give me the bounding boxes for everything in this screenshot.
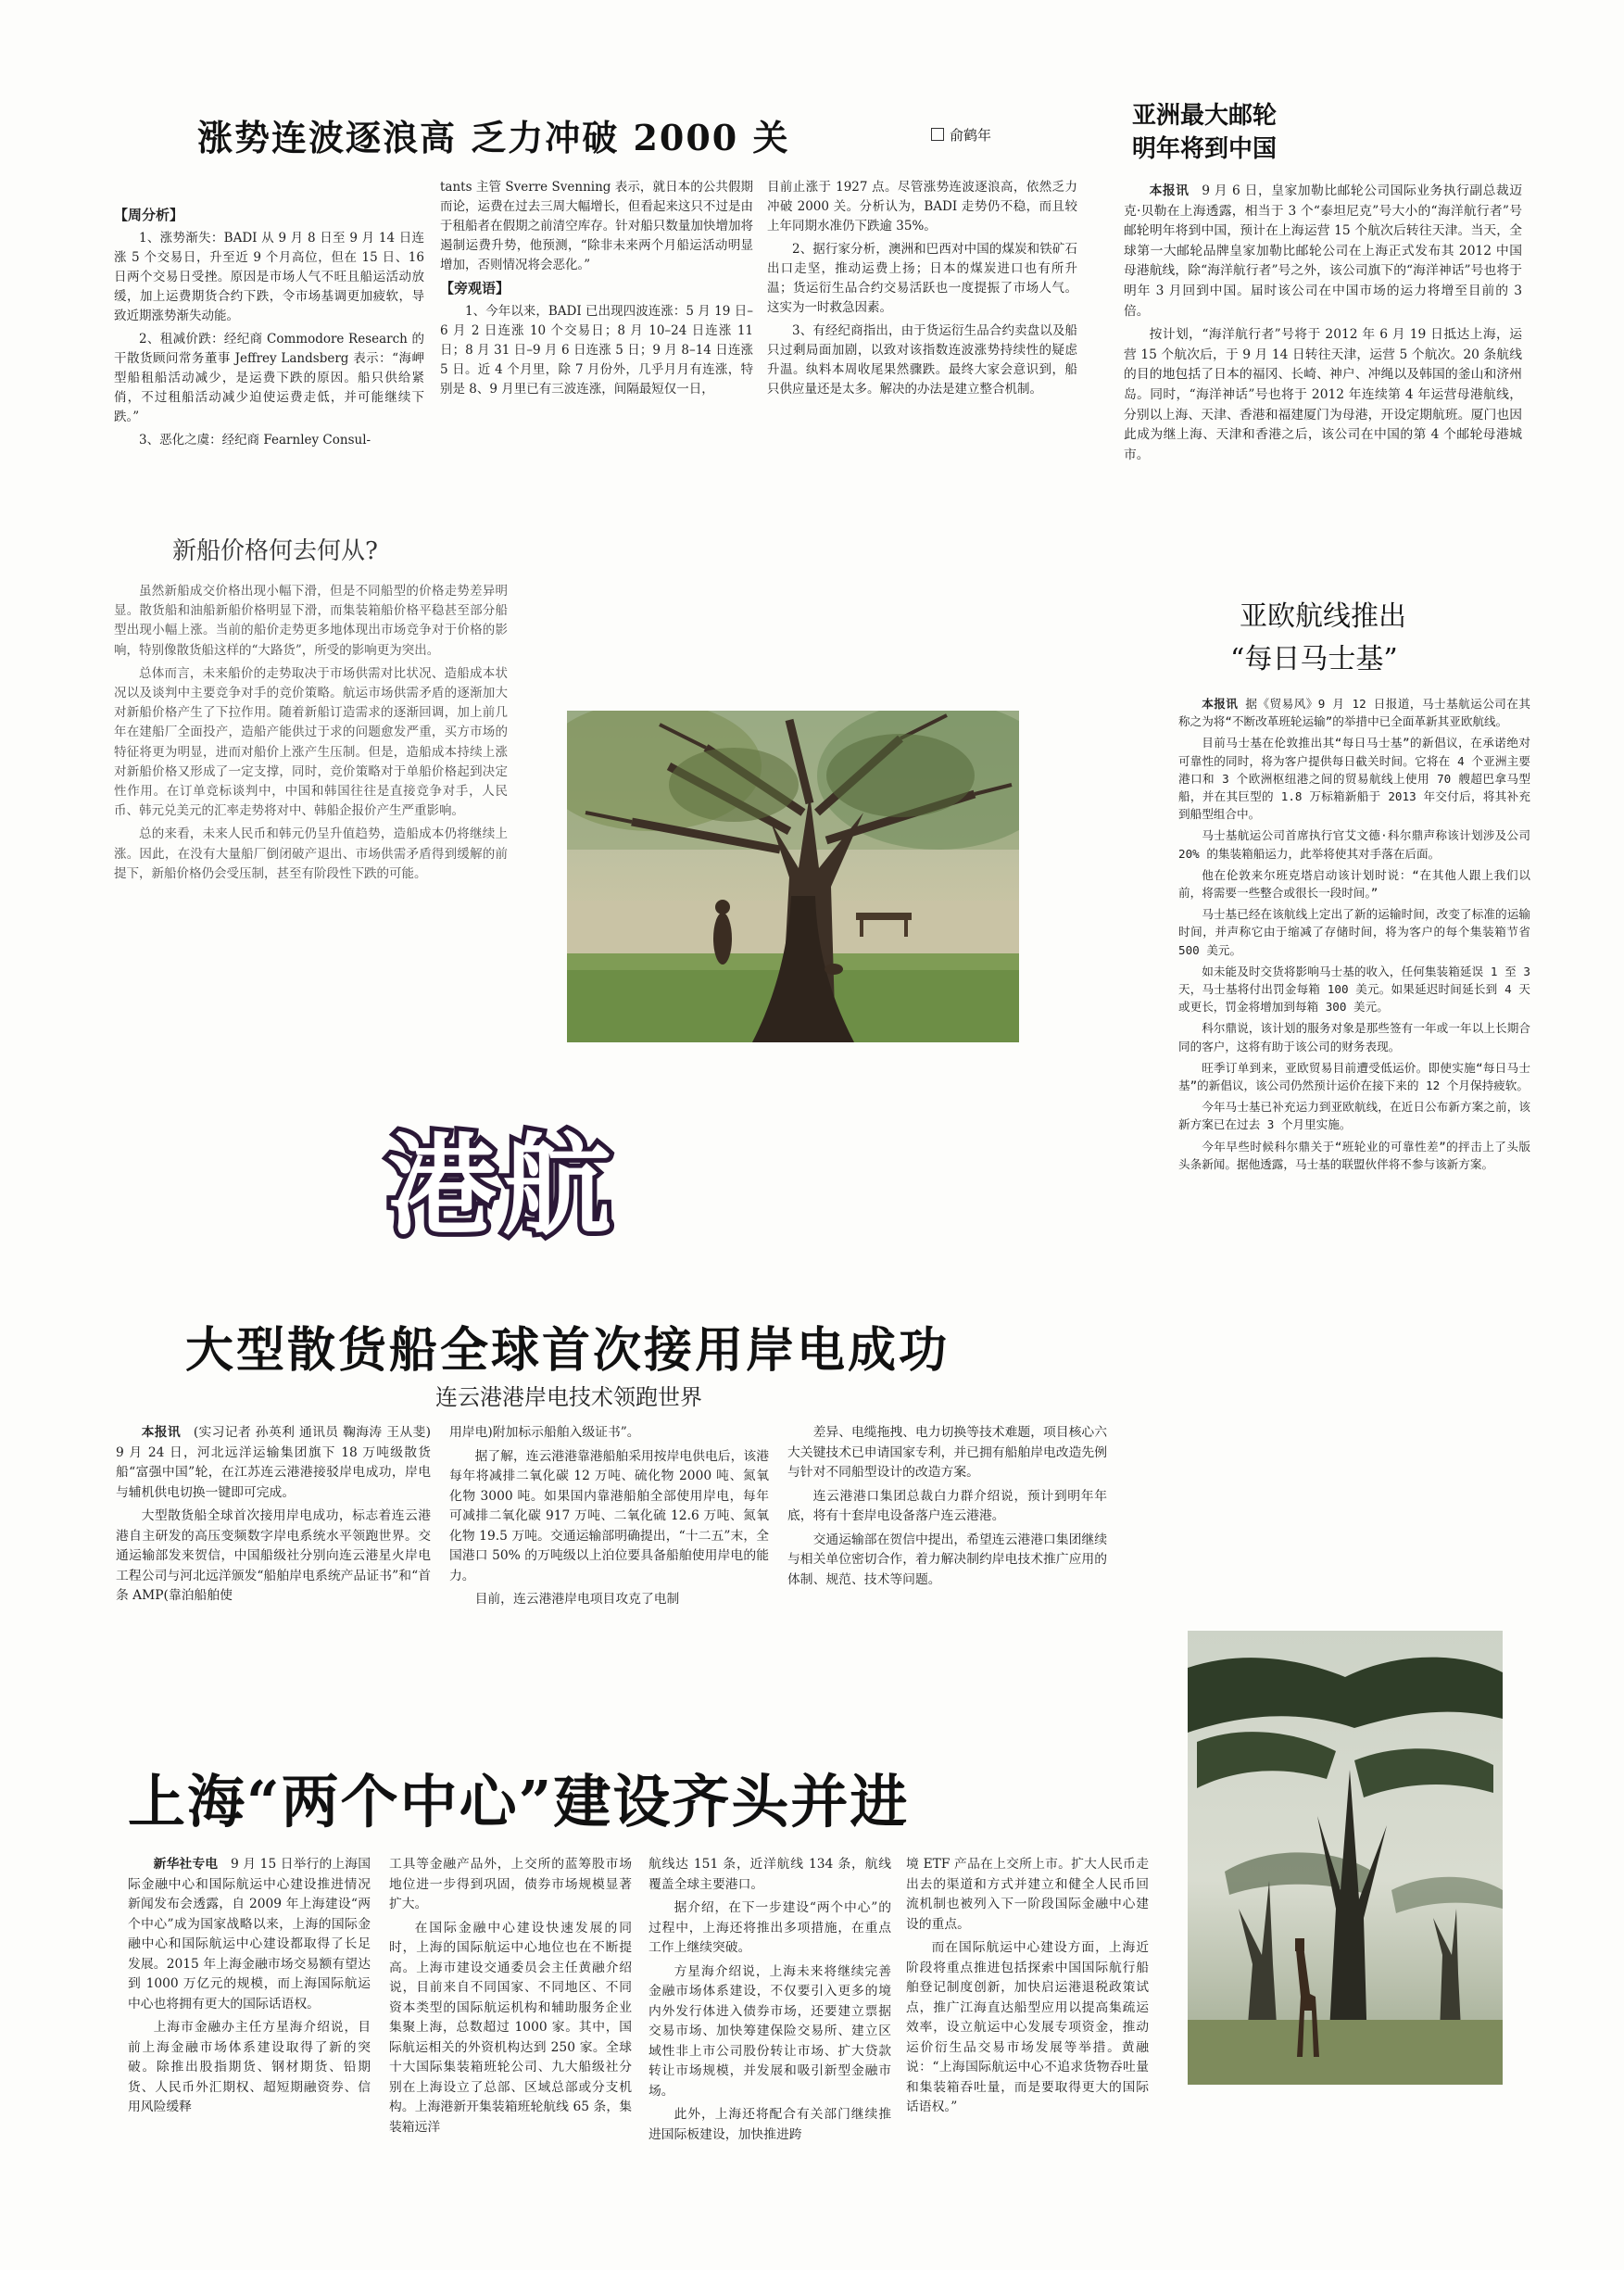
article5-col3 bbox=[787, 1423, 1107, 1594]
paragraph-text: 此外，上海还将配合有关部门继续推进国际板建设，加快推进跨 bbox=[648, 2107, 891, 2142]
article2-body bbox=[114, 582, 508, 888]
paragraph-text: 航线达 151 条，近洋航线 134 条，航线覆盖全球主要港口。 bbox=[648, 1857, 891, 1892]
paragraph-text: 据介绍，在下一步建设“两个中心”的过程中，上海还将推出多项措施，在重点工作上继续突破。 bbox=[648, 1900, 891, 1955]
dateline-lead: 本报讯 bbox=[1149, 183, 1190, 198]
paragraph: 虽然新船成交价格出现小幅下滑，但是不同船型的价格走势差异明显。散货船和油船新船价格明显下滑，而集装箱船价格平稳甚至部分船型出现小幅上涨。当前的船价走势更多地体现出市场竞争对于价格的影响，特别像散货船这样的“大路货”，所受的影响更为突出。 bbox=[114, 584, 508, 658]
article4-title-line2: “每日马士基” bbox=[1230, 643, 1398, 675]
article1-author: 俞鹤年 bbox=[931, 125, 991, 145]
article5-col2 bbox=[449, 1423, 769, 1614]
paragraph-text: 方星海介绍说，上海未来将继续完善金融市场体系建设，不仅要引入更多的境内外发行体进入债券市场，还要建立票据交易市场、加快筹建保险交易所、建立区域性非上市公司股份转让市场、扩大贷款转让市场规模，并发展和吸引新型金融市场。 bbox=[648, 1963, 891, 2099]
paragraph bbox=[116, 1423, 431, 1503]
paragraph-text: 差异、电缆拖拽、电力切换等技术难题，项目核心六大关键技术已申请国家专利，并已拥有船舶岸电改造先例与针对不同船型设计的改造方案。 bbox=[787, 1425, 1107, 1480]
article3-title-line2: 明年将到中国 bbox=[1132, 135, 1278, 163]
paragraph bbox=[116, 1507, 431, 1607]
paragraph bbox=[389, 1855, 632, 1915]
paragraph-text: 今年早些时候科尔鼎关于“班轮业的可靠性差”的抨击上了头版头条新闻。据他透露，马士基的联盟伙伴将不参与该新方案。 bbox=[1178, 1139, 1530, 1171]
paragraph-text: (实习记者 孙英利 通讯员 鞠海涛 王从斐) 9 月 24 日，河北远洋运输集团旗下 18 万吨级散货船“富强中国”轮，在江苏连云港港接驳岸电成功，岸电与辅机供电切换一键即可完成。 bbox=[116, 1425, 432, 1500]
paragraph-text: 马士基已经在该航线上定出了新的运输时间，改变了标准的运输时间，并声称它由于缩减了存储时间，将为客户的每个集装箱节省 500 美元。 bbox=[1178, 907, 1530, 957]
paragraph bbox=[128, 2018, 371, 2118]
article5-title: 大型散货船全球首次接用岸电成功 bbox=[185, 1322, 950, 1379]
section-brand-logo: 港航 bbox=[387, 1122, 618, 1250]
paragraph: 1、今年以来，BADI 已出现四波连涨：5 月 19 日–6 月 2 日连涨 10 个交易日；8 月 10–24 日连涨 11 日；8 月 31 日–9 月 6 日连涨 5 日；9 月 8–14 日连涨 5 日。近 4 个月里，除 7 月份外，几乎月月有连涨，特别是 8、9 月里已有三波连涨，间隔最短仅一日， bbox=[440, 304, 753, 397]
paragraph bbox=[648, 1898, 891, 1959]
paragraph: 总的来看，未来人民币和韩元仍呈升值趋势，造船成本仍将继续上涨。因此，在没有大量船厂倒闭破产退出、市场供需矛盾得到缓解的前提下，新船价格仍会受压制，甚至有阶段性下跌的可能。 bbox=[114, 826, 508, 881]
paragraph: 3、恶化之虞：经纪商 Fearnley Consul- bbox=[139, 433, 371, 448]
article6-col4 bbox=[906, 1855, 1149, 2122]
section-label: 【旁观语】 bbox=[440, 280, 510, 296]
paragraph bbox=[648, 1962, 891, 2102]
paragraph bbox=[1178, 1098, 1530, 1133]
park-illustration bbox=[567, 711, 1019, 1042]
paragraph: 2、租减价跌：经纪商 Commodore Research 的干散货顾问常务董事 Jeffrey Landsberg 表示：“海岬型船租船活动减少，是运费下跌的原因。船只供给紧俏，不过租船活动减少迫使运费走低，并可能继续下跌。” bbox=[114, 332, 424, 424]
paragraph-text: 境 ETF 产品在上交所上市。扩大人民币走出去的渠道和方式并建立和健全人民币回流机制也被列入下一阶段国际金融中心建设的重点。 bbox=[906, 1857, 1149, 1932]
paragraph bbox=[906, 1938, 1149, 2118]
paragraph-text: 旺季订单到来，亚欧贸易目前遭受低运价。即使实施“每日马士基”的新倡议，该公司仍然预计运价在接下来的 12 个月保持疲软。 bbox=[1178, 1060, 1530, 1093]
article5-subtitle: 连云港港岸电技术领跑世界 bbox=[435, 1384, 702, 1410]
paragraph bbox=[648, 2105, 891, 2145]
article4-body bbox=[1178, 695, 1530, 1177]
park-tree-image bbox=[567, 711, 1019, 1042]
paragraph-text: 9 月 6 日，皇家加勒比邮轮公司国际业务执行副总裁迈克·贝勒在上海透露，相当于 3 个“泰坦尼克”号大小的“海洋航行者”号邮轮明年将到中国，预计在上海运营 15 个航次后转往天津。当天，全球第一大邮轮品牌皇家加勒比邮轮公司在上海正式发布其 2012 中国母港航线，除“海洋航行者”号之外，该公司旗下的“海洋神话”号也将于明年 3 月回到中国。届时该公司在中国市场的运力将增至目前的 3 倍。 bbox=[1124, 183, 1523, 319]
dateline-lead: 本报讯 bbox=[141, 1425, 182, 1440]
paragraph-text: 9 月 15 日举行的上海国际金融中心和国际航运中心建设推进情况新闻发布会透露，自 2009 年上海建设“两个中心”成为国家战略以来，上海的国际金融中心和国际航运中心建设都取得了长足发展。2015 年上海金融市场交易额有望达到 1000 万亿元的规模，而上海国际航运中心也将拥有更大的国际话语权。 bbox=[128, 1857, 371, 2011]
paragraph-text: 今年马士基已补充运力到亚欧航线，在近日公布新方案之前，该新方案已在过去 3 个月里实施。 bbox=[1178, 1100, 1530, 1132]
paragraph bbox=[1178, 1059, 1530, 1094]
paragraph bbox=[449, 1423, 769, 1444]
paragraph bbox=[1178, 695, 1530, 730]
article3-body bbox=[1124, 182, 1522, 469]
paragraph bbox=[449, 1590, 769, 1610]
paragraph bbox=[648, 1855, 891, 1895]
paragraph: 目前止涨于 1927 点。尽管涨势连波逐浪高，依然乏力冲破 2000 关。分析认为，BADI 走势仍不稳，而且较上年同期水准仍下跌逾 35%。 bbox=[767, 180, 1077, 233]
paragraph-text: 大型散货船全球首次接用岸电成功，标志着连云港港自主研发的高压变频数字岸电系统水平领跑世界。交通运输部发来贺信，中国船级社分别向连云港星火岸电工程公司与河北远洋颁发“船舶岸电系统产品证书”和“首条 AMP(靠泊船舶使 bbox=[116, 1508, 431, 1603]
paragraph bbox=[1178, 734, 1530, 823]
article6-col3 bbox=[648, 1855, 891, 2149]
paragraph bbox=[128, 1855, 371, 2014]
paragraph: 总体而言，未来船价的走势取决于市场供需对比状况、造船成本状况以及谈判中主要竞争对手的竞价策略。航运市场供需矛盾的逐渐加大对新船价格产生了下拉作用。随着新船订造需求的逐渐回调，加上前几年在建船厂全面投产，造船产能供过于求的问题愈发严重，买方市场的特征将更为明显，进而对船价上涨产生压制。但是，造船成本持续上涨对新船价格又形成了一定支撑，同时，竞价策略对于单船价格起到决定性作用。在订单竞标谈判中，中国和韩国往往是直接竞争对手，人民币、韩元兑美元的汇率走势将对中、韩船企报价产生严重影响。 bbox=[114, 665, 508, 819]
article1-col1 bbox=[114, 206, 424, 454]
article6-col2 bbox=[389, 1855, 632, 2141]
article3-title-line1: 亚洲最大邮轮 bbox=[1132, 102, 1278, 130]
paragraph-text: 如未能及时交货将影响马士基的收入，任何集装箱延误 1 至 3 天，马士基将付出罚金每箱 100 美元。如果延迟时间延长到 4 天或更长，罚金将增加到每箱 300 美元。 bbox=[1178, 964, 1530, 1015]
author-box-icon bbox=[931, 128, 944, 141]
paragraph: 1、涨势渐失：BADI 从 9 月 8 日至 9 月 14 日连涨 5 个交易日，升至近 9 个月高位，但在 15 日、16 日两个交易日受挫。原因是市场人气不旺且船运活动放缓，加上运费期货合约下跌，令市场基调更加疲软，导致近期涨势渐失动能。 bbox=[114, 231, 424, 323]
paragraph bbox=[787, 1531, 1107, 1591]
paragraph-text: 据了解，连云港港靠港船舶采用按岸电供电后，该港每年将减排二氧化碳 12 万吨、硫化物 2000 吨、氮氧化物 3000 吨。如果国内靠港船舶全部使用岸电，每年可减排二氧化碳 917 万吨、二氧化硫 12.6 万吨、氮氧化物 19.5 万吨。交通运输部明确提出，“十二五”末，全国港口 50% 的万吨级以上泊位要具备船舶使用岸电的能力。 bbox=[449, 1448, 769, 1583]
paragraph bbox=[1178, 1138, 1530, 1173]
section-label: 【周分析】 bbox=[114, 207, 184, 223]
paragraph bbox=[1178, 963, 1530, 1016]
paragraph bbox=[906, 1855, 1149, 1935]
article6-col1 bbox=[128, 1855, 371, 2122]
giraffe-acacia-image bbox=[1188, 1631, 1503, 2085]
dateline-lead: 本报讯 bbox=[1202, 697, 1239, 711]
paragraph bbox=[787, 1487, 1107, 1527]
paragraph bbox=[1124, 325, 1522, 465]
paragraph: 3、有经纪商指出，由于货运衍生品合约卖盘以及船只过剩局面加剧，以致对该指数连波涨势持续性的疑虑升温。纨料本周收尾果然骤跌。最终大家会意识到，船只供应量还是太多。解决的办法是建立整合机制。 bbox=[767, 323, 1077, 397]
paragraph: tants 主管 Sverre Svenning 表示，就日本的公共假期而论，运费在过去三周大幅增长，但看起来这只不过是由于租船者在假期之前清空库存。针对船只数量加快增加将遏制运费升势，他预测，“除非未来两个月船运活动明显增加，否则情况将会恶化。” bbox=[440, 180, 753, 272]
paragraph-text: 他在伦敦来尔班克塔启动该计划时说：“在其他人跟上我们以前，将需要一些整合或很长一段时间。” bbox=[1178, 867, 1530, 901]
paragraph-text: 交通运输部在贺信中提出，希望连云港港口集团继续与相关单位密切合作，着力解决制约岸电技术推广应用的体制、规范、技术等问题。 bbox=[787, 1532, 1107, 1587]
paragraph: 2、据行家分析，澳洲和巴西对中国的煤炭和铁矿石出口走坚，推动运费上扬；日本的煤炭进口也有所升温；货运衍生品合约交易活跃也一度提振了市场人气。这实为一时救急因素。 bbox=[767, 242, 1077, 315]
paragraph-text: 目前马士基在伦敦推出其“每日马士基”的新倡议，在承诺绝对可靠性的同时，将为客户提供每日截关时间。它将在 4 个亚洲主要港口和 3 个欧洲枢纽港之间的贸易航线上使用 70 艘超巴拿马型船，并在其巨型的 1.8 万标箱新船于 2013 年交付后，将其补充到船型组合中。 bbox=[1178, 736, 1530, 822]
paragraph-text: 马士基航运公司首席执行官艾文德·科尔鼎声称该计划涉及公司 20% 的集装箱船运力，此举将使其对手落在后面。 bbox=[1178, 828, 1530, 861]
paragraph bbox=[1178, 1019, 1530, 1054]
article1-title: 涨势连波逐浪高 乏力冲破 2000 关 bbox=[197, 117, 790, 158]
paragraph bbox=[1178, 866, 1530, 902]
paragraph-text: 上海市金融办主任方星海介绍说，目前上海金融市场体系建设取得了新的突破。除推出股指期货、钢材期货、铅期货、人民币外汇期权、超短期融资券、信用风险缓释 bbox=[128, 2020, 371, 2114]
paragraph bbox=[389, 1919, 632, 2138]
article6-title: 上海“两个中心”建设齐头并进 bbox=[128, 1768, 910, 1835]
paragraph bbox=[1178, 905, 1530, 959]
dateline-lead: 新华社专电 bbox=[153, 1857, 219, 1872]
savanna-photo bbox=[1188, 1631, 1503, 2085]
paragraph-text: 连云港港口集团总裁白力群介绍说，预计到明年年底，将有十套岸电设备落户连云港港。 bbox=[787, 1488, 1107, 1523]
paragraph bbox=[1124, 182, 1522, 322]
paragraph-text: 用岸电)附加标示船舶入级证书”。 bbox=[449, 1425, 640, 1440]
paragraph-text: 目前，连云港港岸电项目攻克了电制 bbox=[474, 1592, 680, 1607]
article4-title-line1: 亚欧航线推出 bbox=[1240, 600, 1406, 633]
paragraph-text: 在国际金融中心建设快速发展的同时，上海的国际航运中心地位也在不断提高。上海市建设交通委员会主任黄融介绍说，目前来自不同国家、不同地区、不同资本类型的国际航运机构和辅助服务企业集聚上海，总数超过 1000 家。其中，国际航运相关的外资机构达到 250 家。全球十大国际集装箱班轮公司、九大船级社分别在上海设立了总部、区域总部或分支机构。上海港新开集装箱班轮航线 65 条，集装箱远洋 bbox=[389, 1920, 632, 2135]
article1-col3 bbox=[767, 178, 1077, 403]
paragraph-text: 据《贸易风》9 月 12 日报道，马士基航运公司在其称之为将“不断改革班轮运输”的举措中已全面革新其亚欧航线。 bbox=[1178, 697, 1531, 729]
paragraph-text: 按计划，“海洋航行者”号将于 2012 年 6 月 19 日抵达上海，运营 15 个航次后，于 9 月 14 日转往天津，运营 5 个航次。20 条航线的目的地包括了日本的福冈、长崎、神户、冲绳以及韩国的釜山和济州岛。同时，“海洋神话”号也将于 2012 年连续第 4 年运营母港航线，分别以上海、天津、香港和福建厦门为母港，开设定期航班。厦门也因此成为继上海、天津和香港之后，该公司在中国的第 4 个邮轮母港城市。 bbox=[1124, 327, 1522, 462]
paragraph-text: 而在国际航运中心建设方面，上海近阶段将重点推进包括探索中国国际航行船舶登记制度创新，加快启运港退税政策试点，推广江海直达船型应用以提高集疏运效率，设立航运中心发展专项资金，推动运价衍生品交易市场发展等举措。黄融说：“上海国际航运中心不追求货物吞吐量和集装箱吞吐量，而是要取得更大的国际话语权。” bbox=[906, 1940, 1149, 2114]
paragraph bbox=[449, 1447, 769, 1587]
article1-col2 bbox=[440, 178, 753, 403]
paragraph bbox=[787, 1423, 1107, 1483]
article2-title: 新船价格何去何从? bbox=[172, 537, 378, 565]
paragraph bbox=[1178, 826, 1530, 862]
paragraph-text: 工具等金融产品外，上交所的蓝筹股市场地位进一步得到巩固，债券市场规模显著扩大。 bbox=[389, 1857, 632, 1911]
article5-col1 bbox=[116, 1423, 431, 1610]
paragraph-text: 科尔鼎说，该计划的服务对象是那些签有一年或一年以上长期合同的客户，这将有助于该公司的财务表现。 bbox=[1178, 1021, 1530, 1053]
